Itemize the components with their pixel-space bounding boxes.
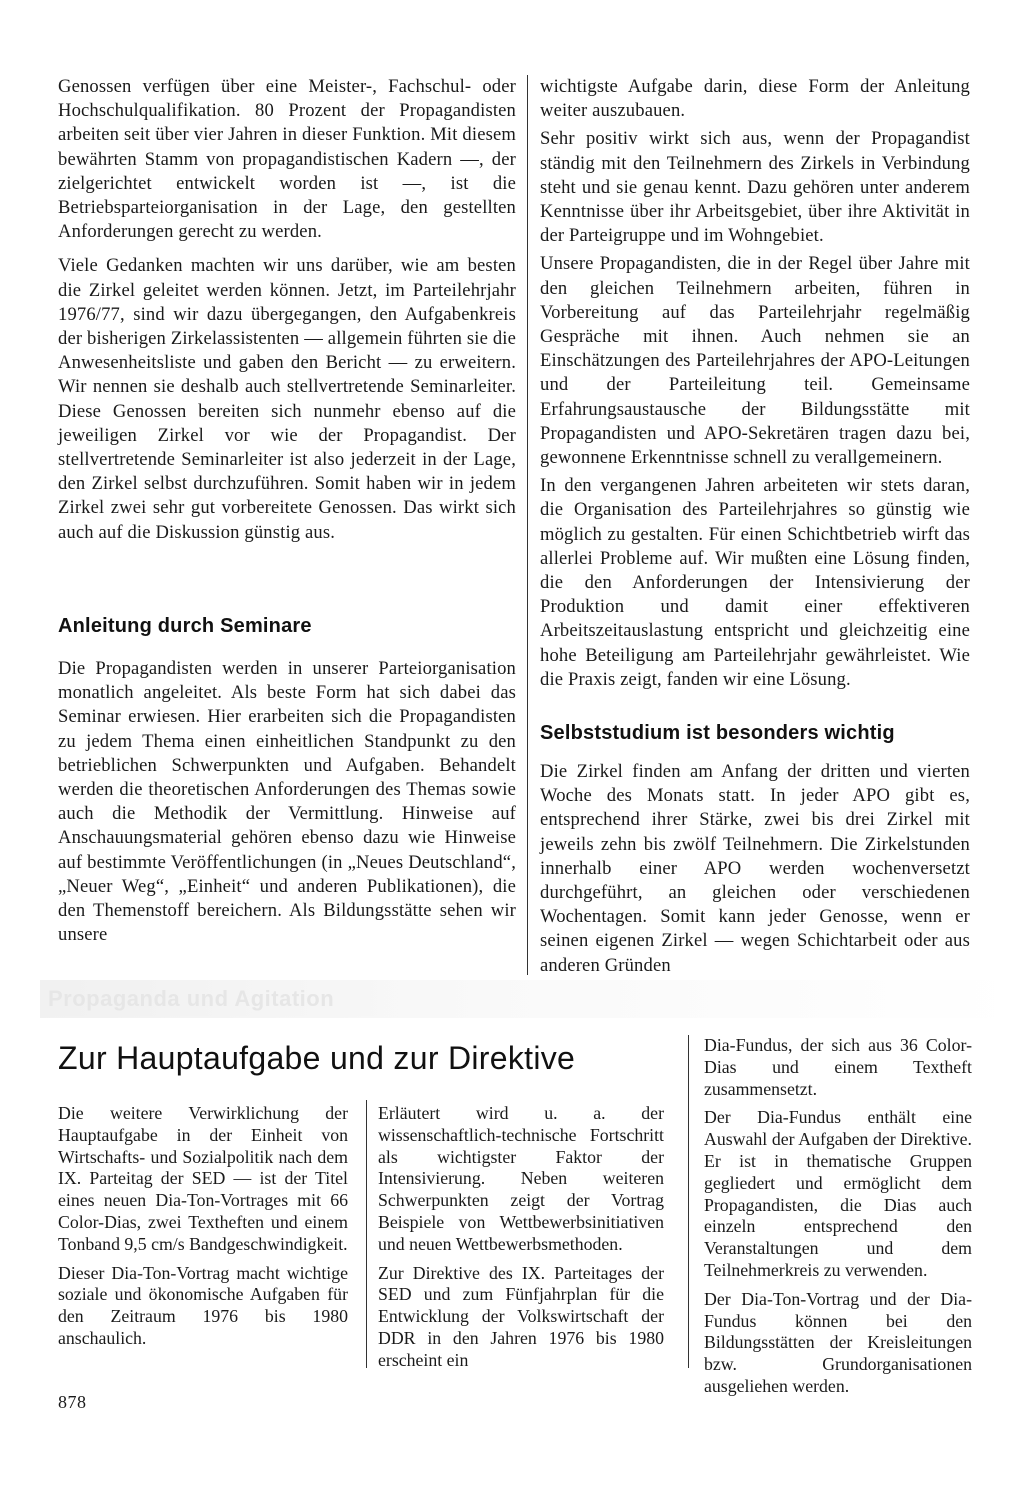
- paragraph: Unsere Propagandisten, die in der Regel über Jahre mit den gleichen Teilnehmern arbeiten, führen in Vorbereitung auf das Parteilehrjahr regelmäßig Gespräche mit ihnen. Auch nehmen sie an Einschätzungen des Parteilehrjahres der APO-Leitungen und der Parteileitung teil. Gemeinsame Erfahrungsaustausche der Bildungsstätte mit Propagandisten und APO-Sekretären tragen dazu bei, gewonnene Erkenntnisse schnell zu verallgemeinern.: [540, 253, 970, 469]
- box-column-2: [378, 1103, 664, 1372]
- right-column-continued: [540, 760, 970, 978]
- paragraph: Sehr positiv wirkt sich aus, wenn der Propagandist ständig mit den Teilnehmern des Zirkels in Verbindung steht und sie genau kennt. Dazu gehören unter anderem Kenntnisse über ihr Arbeitsgebiet, über ihre Aktivität in der Parteigruppe und im Wohngebiet.: [540, 128, 970, 247]
- left-column-continued: [58, 657, 516, 947]
- banner-label: Propaganda und Agitation: [48, 986, 335, 1011]
- left-column: [58, 75, 516, 545]
- paragraph: Zur Direktive des IX. Parteitages der SED und zum Fünfjahrplan für die Entwicklung der Volkswirtschaft der DDR in den Jahren 1976 bis 1980 erscheint ein: [378, 1262, 664, 1370]
- paragraph: Der Dia-Ton-Vortrag und der Dia-Fundus können bei den Bildungsstätten der Kreisleitungen bzw. Grundorganisationen ausgeliehen werden.: [704, 1288, 972, 1396]
- paragraph: Dia-Fundus, der sich aus 36 Color-Dias und einem Textheft zusammensetzt.: [704, 1035, 972, 1099]
- paragraph: In den vergangenen Jahren arbeiteten wir stets daran, die Organisation des Parteilehrjahres so günstig wie möglich zu gestalten. Für einen Schichtbetrieb wirft das allerlei Probleme auf. Wir mußten eine Lösung finden, die den Anforderungen der Intensivierung der Produktion und damit einer effektiveren Arbeitszeitauslastung entspricht und gleichzeitig eine hohe Beteiligung am Parteilehrjahr gewährleistet. Wie die Praxis zeigt, fanden wir eine Lösung.: [540, 475, 970, 690]
- column-divider: [688, 1035, 689, 1368]
- paragraph: Viele Gedanken machten wir uns darüber, wie am besten die Zirkel geleitet werden können. Jetzt, im Parteilehrjahr 1976/77, sind wir dazu übergegangen, den Aufgabenkreis der bisherigen Zirkelassistenten — allgemein führten sie die Anwesenheitsliste und gaben den Bericht — zu erweitern. Wir nennen sie deshalb auch stellvertretende Seminarleiter. Diese Genossen bereiten sich nunmehr ebenso auf die jeweiligen Zirkel vor wie der Propagandist. Der stellvertretende Seminarleiter ist also jederzeit in der Lage, den Zirkel selbst durchzuführen. Somit haben wir in jedem Zirkel zwei sehr gut vorbereitete Genossen. Das wirkt sich auch auf die Diskussion günstig aus.: [58, 255, 516, 543]
- box-column-3: [704, 1035, 972, 1398]
- box-title: Zur Hauptaufgabe und zur Direktive: [58, 1040, 576, 1076]
- section-banner: [40, 980, 1020, 1018]
- paragraph: Die weitere Verwirklichung der Hauptaufgabe in der Einheit von Wirtschafts- und Sozialpolitik nach dem IX. Parteitag der SED — ist der Titel eines neuen Dia-Ton-Vortrages mit 66 Color-Dias, zwei Textheften und einem Tonband 9,5 cm/s Bandgeschwindigkeit.: [58, 1103, 348, 1254]
- paragraph: Dieser Dia-Ton-Vortrag macht wichtige soziale und ökonomische Aufgaben für den Zeitraum 1976 bis 1980 anschaulich.: [58, 1262, 348, 1348]
- paragraph: Erläutert wird u. a. der wissenschaftlich-technische Fortschritt als wichtigster Faktor der Intensivierung. Neben weiteren Schwerpunkten zeigt der Vortrag Beispiele von Wettbewerbsinitiativen und neuen Wettbewerbsmethoden.: [378, 1103, 664, 1254]
- box-column-1: [58, 1103, 348, 1350]
- page-number: 878: [58, 1392, 87, 1412]
- column-divider: [527, 75, 528, 975]
- paragraph: Die Zirkel finden am Anfang der dritten und vierten Woche des Monats statt. In jeder APO gibt es, entsprechend ihrer Stärke, zwei bis drei Zirkel mit jeweils zehn bis zwölf Teilnehmern. Die Zirkelstunden innerhalb einer APO werden wochenversetzt durchgeführt, an gleichen oder verschiedenen Wochentagen. Somit kann jeder Genosse, wenn er seinen eigenen Zirkel — wegen Schichtarbeit oder aus anderen Gründen: [540, 761, 970, 976]
- column-divider: [366, 1100, 367, 1368]
- paragraph: wichtigste Aufgabe darin, diese Form der Anleitung weiter auszubauen.: [540, 76, 970, 122]
- paragraph: Der Dia-Fundus enthält eine Auswahl der Aufgaben der Direktive. Er ist in thematische Gruppen gegliedert und ermöglicht dem Propagandisten, die Dias auch einzeln entsprechend den Veranstaltungen und dem Teilnehmerkreis zu verwenden.: [704, 1107, 972, 1280]
- paragraph: Die Propagandisten werden in unserer Parteiorganisation monatlich angeleitet. Als beste Form hat sich dabei das Seminar erwiesen. Hier erarbeiten sich die Propagandisten zu jedem Thema einen einheitlichen Standpunkt zu den betrieblichen Schwerpunkten und Aufgaben. Behandelt werden die theoretischen Anforderungen des Themas sowie auch die Methodik der Vermittlung. Hinweise auf Anschauungsmaterial gehören ebenso dazu wie Hinweise auf bestimmte Veröffentlichungen (in „Neues Deutschland“, „Neuer Weg“, „Einheit“ und anderen Publikationen), die den Themenstoff bereichern. Als Bildungsstätte sehen wir unsere: [58, 658, 516, 946]
- paragraph: Genossen verfügen über eine Meister-, Fachschul- oder Hochschulqualifikation. 80 Prozent der Propagandisten arbeiten seit über vier Jahren in dieser Funktion. Mit diesem bewährten Stamm von propagandistischen Kadern —, der zielgerichtet entwickelt worden ist —, ist die Betriebsparteiorganisation in der Lage, den gestellten Anforderungen gerecht zu werden.: [58, 76, 516, 243]
- right-column: [540, 75, 970, 692]
- section-heading: Selbststudium ist besonders wichtig: [540, 722, 895, 744]
- section-heading: Anleitung durch Seminare: [58, 615, 312, 637]
